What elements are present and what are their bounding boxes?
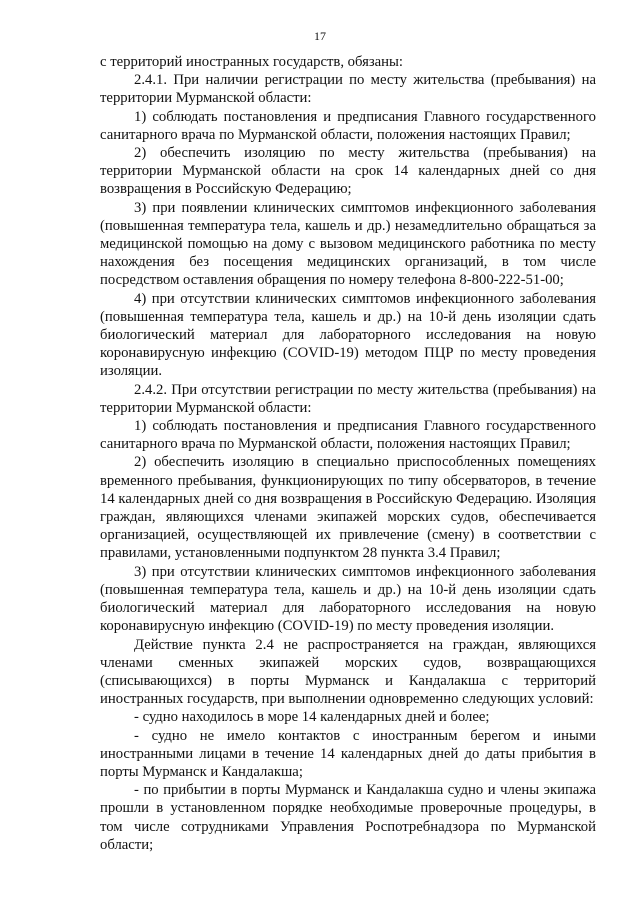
condition-item-1: - судно находилось в море 14 календарных дней и более;: [134, 709, 490, 726]
condition-item-3: - по прибытии в порты Мурманск и Кандалакша судно и члены экипажа прошли в установленном порядке необходимые проверочные процедуры, в том числе сотрудниками Управления Роспотребнадзора по Мурманской области;: [100, 782, 596, 853]
paragraph-2-4-1-item-2: 2) обеспечить изоляцию по месту жительства (пребывания) на территории Мурманской области на срок 14 календарных дней со дня возвращения в Российскую Федерацию;: [100, 145, 596, 198]
paragraph-2-4-1-item-4: 4) при отсутствии клинических симптомов инфекционного заболевания (повышенная температура тела, кашель и др.) на 10-й день изоляции сдать биологический материал для лабораторного исследования на новую коронавирусную инфекцию (COVID-19) методом ПЦР по месту проведения изоляции.: [100, 290, 596, 380]
page-number: 17: [314, 29, 326, 43]
paragraph-2-4-1-heading: 2.4.1. При наличии регистрации по месту жительства (пребывания) на территории Мурманской области:: [100, 72, 596, 107]
paragraph-2-4-2-item-2: 2) обеспечить изоляцию в специально приспособленных помещениях временного пребывания, функционирующих по типу обсерваторов, в течение 14 календарных дней со дня возвращения в Российскую Федерацию. Изоляция граждан, являющихся членами экипажей морских судов, обеспечивается организацией, осуществляющей их привлечение (смену) в соответствии с правилами, установленными подпунктом 28 пункта 3.4 Правил;: [100, 454, 596, 562]
paragraph-2-4-2-item-3: 3) при отсутствии клинических симптомов инфекционного заболевания (повышенная температура тела, кашель и др.) на 10-й день изоляции сдать биологический материал для лабораторного исследования на новую коронавирусную инфекцию (COVID-19) по месту проведения изоляции.: [100, 563, 596, 635]
document-body: [100, 53, 596, 854]
paragraph-2-4-1-item-1: 1) соблюдать постановления и предписания Главного государственного санитарного врача по Мурманской области, положения настоящих Правил;: [100, 108, 596, 143]
paragraph-intro-continuation: с территорий иностранных государств, обязаны:: [100, 54, 403, 70]
paragraph-2-4-2-heading: 2.4.2. При отсутствии регистрации по месту жительства (пребывания) на территории Мурманской области:: [100, 381, 596, 416]
condition-item-2: - судно не имело контактов с иностранным берегом и иными иностранными лицами в течение 14 календарных дней до даты прибытия в порты Мурманск и Кандалакша;: [100, 727, 596, 780]
paragraph-2-4-2-item-1: 1) соблюдать постановления и предписания Главного государственного санитарного врача по Мурманской области, положения настоящих Правил;: [100, 418, 596, 453]
paragraph-exemption: Действие пункта 2.4 не распространяется на граждан, являющихся членами сменных экипажей морских судов, возвращающихся (списывающихся) в порты Мурманск и Кандалакша с территорий иностранных государств, при выполнении одновременно следующих условий:: [100, 636, 596, 708]
paragraph-2-4-1-item-3: 3) при появлении клинических симптомов инфекционного заболевания (повышенная температура тела, кашель и др.) незамедлительно обращаться за медицинской помощью на дому с вызовом медицинского работника по месту нахождения без посещения медицинских организаций, в том числе посредством оставления обращения по номеру телефона 8-800-222-51-00;: [100, 199, 596, 289]
